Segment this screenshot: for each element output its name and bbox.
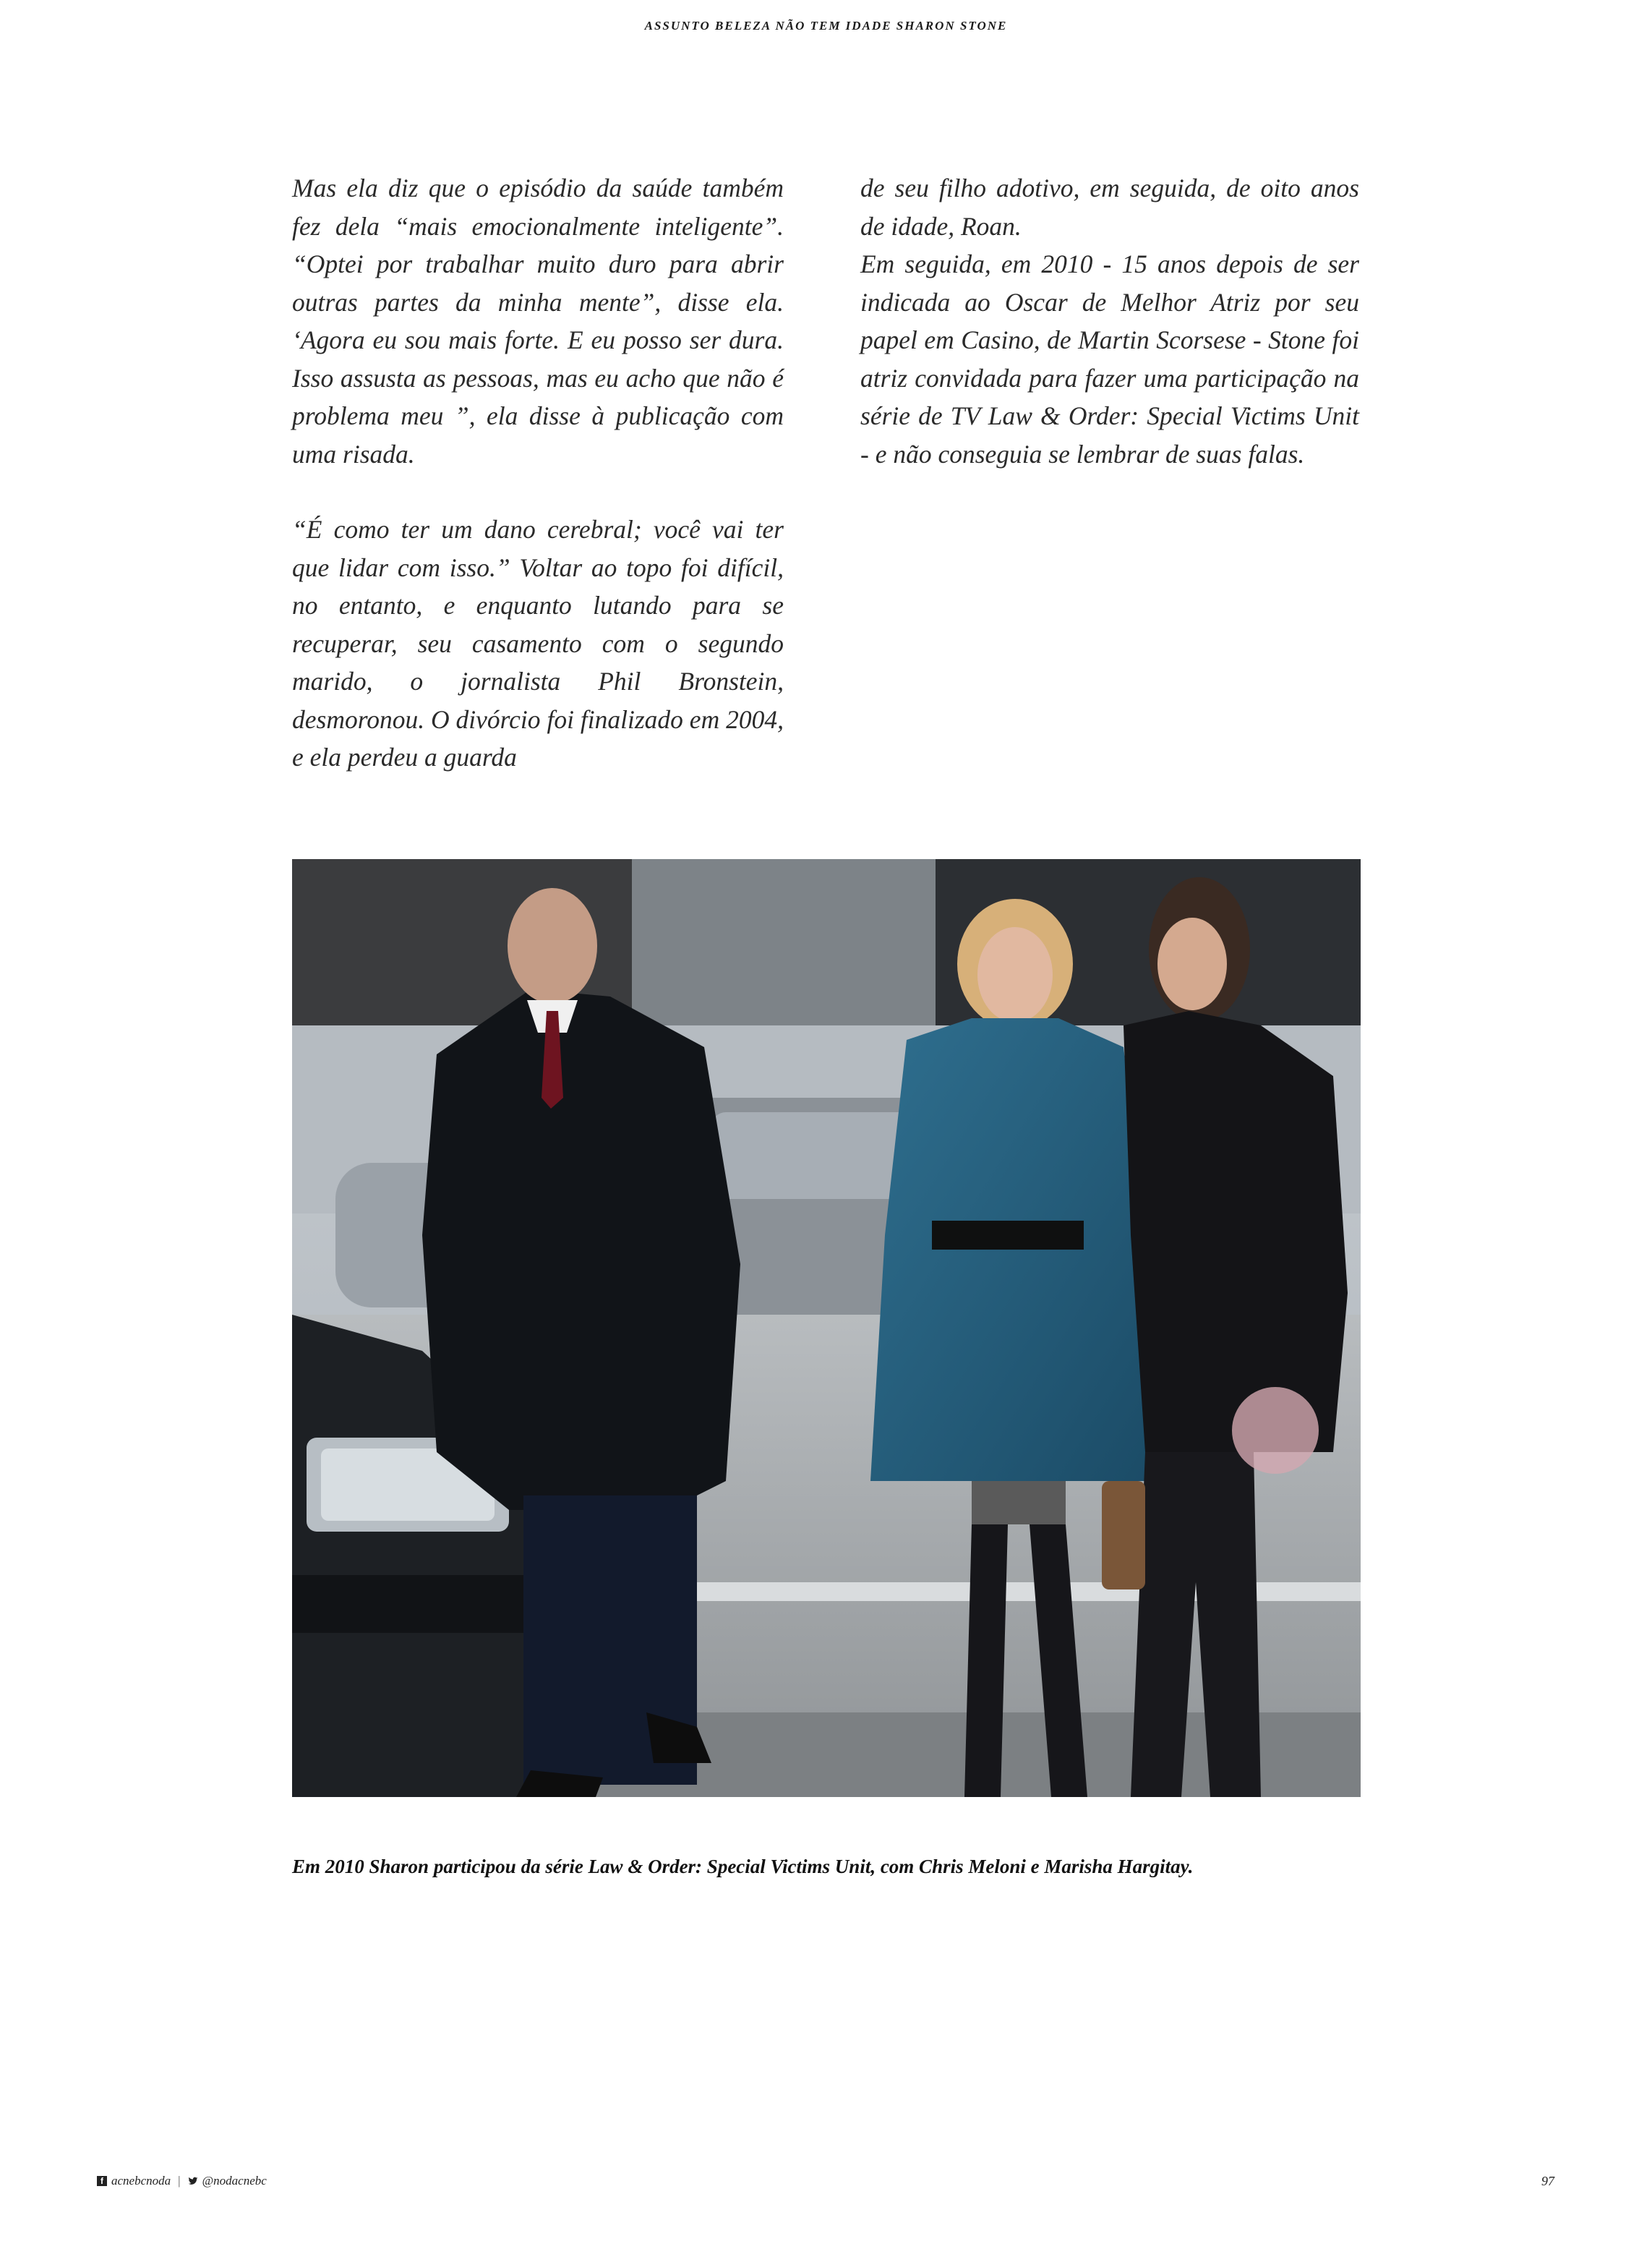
facebook-handle[interactable]: acnebcnoda (111, 2174, 171, 2188)
running-header: ASSUNTO BELEZA NÃO TEM IDADE SHARON STONE (644, 19, 1008, 33)
article-paragraph: “É como ter um dano cerebral; você vai ter que lidar com isso.” Voltar ao topo foi difícil, no entanto, e enquanto lutando para se recuperar, seu casamento com o segundo marido, o jornalista Phil Bronstein, desmoronou. O divórcio foi finalizado em 2004, e ela perdeu a guarda (292, 515, 784, 772)
footer-separator: | (178, 2174, 181, 2188)
twitter-icon[interactable] (188, 2176, 198, 2186)
facebook-icon[interactable]: f (97, 2176, 107, 2186)
photo-caption: Em 2010 Sharon participou da série Law & Order: Special Victims Unit, com Chris Meloni e Marisha Hargitay. (292, 1856, 1194, 1877)
article-column-right (860, 169, 1359, 473)
twitter-handle[interactable]: @nodacnebc (202, 2174, 267, 2188)
article-photo (292, 859, 1361, 1797)
article-paragraph: de seu filho adotivo, em seguida, de oito anos de idade, Roan. (860, 174, 1359, 241)
footer-social (97, 2174, 267, 2188)
article-paragraph: Mas ela diz que o episódio da saúde também fez dela “mais emocionalmente inteligente”. “Optei por trabalhar muito duro para abrir outras partes da minha mente”, disse ela. ‘Agora eu sou mais forte. E eu posso ser dura. Isso assusta as pessoas, mas eu acho que não é problema meu ”, ela disse à publicação com uma risada. (292, 174, 784, 469)
article-paragraph: Em seguida, em 2010 - 15 anos depois de ser indicada ao Oscar de Melhor Atriz por seu papel em Casino, de Martin Scorsese - Stone foi atriz convidada para fazer uma participação na série de TV Law & Order: Special Victims Unit - e não conseguia se lembrar de suas falas. (860, 249, 1359, 469)
article-column-left (292, 169, 784, 777)
page-number: 97 (1541, 2174, 1554, 2188)
